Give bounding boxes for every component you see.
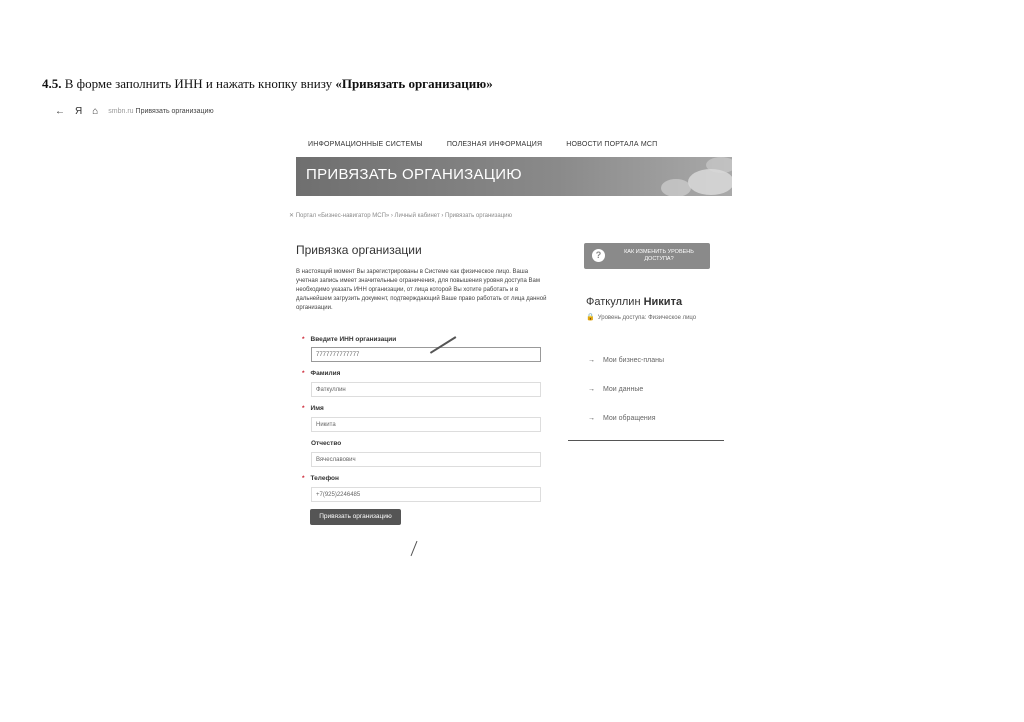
form-intro-text: В настоящий момент Вы зарегистрированы в Системе как физическое лицо. Ваша учетная запись имеет значительные ограничения, для повышения уровня доступа Вам необходимо указать ИНН организации, от лица которой Вы хотите работать и в дальнейшем загрузить документ, подтверждающий Ваше право работать от лица данной организации. <box>296 269 547 311</box>
menu-item-my-data[interactable]: → Мои данные <box>588 386 644 393</box>
arrow-right-icon: → <box>588 415 595 422</box>
lock-icon: 🔒 <box>586 314 595 321</box>
url-domain[interactable]: smbn.ru <box>108 108 134 115</box>
inn-input[interactable]: 7777777777777 <box>311 347 541 362</box>
nav-item-useful-info[interactable]: ПОЛЕЗНАЯ ИНФОРМАЦИЯ <box>446 141 543 148</box>
change-access-level-label: КАК ИЗМЕНИТЬ УРОВЕНЬ ДОСТУПА? <box>624 249 694 262</box>
page-banner <box>296 157 732 196</box>
breadcrumb-home-icon[interactable]: ✕ <box>289 213 296 219</box>
surname-label: * Фамилия <box>302 370 341 377</box>
browser-address-bar <box>55 106 214 117</box>
banner-cloud-decoration <box>688 169 732 195</box>
breadcrumb-path[interactable]: Портал «Бизнес-навигатор МСП» › Личный кабинет › Привязать организацию <box>295 213 513 219</box>
url-page-title[interactable]: Привязать организацию <box>135 108 214 115</box>
banner-cloud-decoration <box>661 179 691 196</box>
arrow-right-icon: → <box>588 386 595 393</box>
name-input[interactable]: Никита <box>311 417 541 432</box>
scan-artifact-mark <box>411 541 418 556</box>
step-text: В форме заполнить ИНН и нажать кнопку внизу <box>64 76 333 91</box>
name-label: * Имя <box>302 405 324 412</box>
banner-cloud-decoration <box>706 157 732 173</box>
step-number: 4.5. <box>42 76 62 91</box>
top-navigation <box>308 141 657 148</box>
required-mark: * <box>302 336 305 343</box>
access-level-text: Уровень доступа: Физическое лицо <box>597 315 697 321</box>
required-mark: * <box>302 370 305 377</box>
step-target: «Привязать организацию» <box>335 76 493 91</box>
link-organization-button[interactable]: Привязать организацию <box>310 509 401 525</box>
access-level <box>586 313 696 321</box>
breadcrumb <box>289 212 512 219</box>
step-heading <box>42 76 493 92</box>
phone-label: * Телефон <box>302 475 339 482</box>
nav-item-info-systems[interactable]: ИНФОРМАЦИОННЫЕ СИСТЕМЫ <box>308 141 423 148</box>
phone-input[interactable]: +7(925)2246485 <box>311 487 541 502</box>
banner-title: ПРИВЯЗАТЬ ОРГАНИЗАЦИЮ <box>306 166 522 183</box>
menu-item-my-requests[interactable]: → Мои обращения <box>588 415 656 422</box>
change-access-level-button[interactable] <box>584 243 710 269</box>
patronymic-label: Отчество <box>311 440 342 447</box>
nav-item-portal-news[interactable]: НОВОСТИ ПОРТАЛА МСП <box>566 141 658 148</box>
back-arrow-icon[interactable]: ← <box>55 106 65 117</box>
sidebar-divider <box>568 440 724 441</box>
form-title: Привязка организации <box>296 243 422 257</box>
browser-logo-icon: Я <box>75 106 83 117</box>
surname-input[interactable]: Фаткуллин <box>311 382 541 397</box>
question-icon: ? <box>592 249 605 262</box>
menu-item-business-plans[interactable]: → Мои бизнес-планы <box>588 357 665 364</box>
required-mark: * <box>302 475 305 482</box>
site-icon: ⌂ <box>92 106 99 117</box>
patronymic-input[interactable]: Вячеславович <box>311 452 541 467</box>
inn-label: * Введите ИНН организации <box>302 336 397 343</box>
arrow-right-icon: → <box>588 357 595 364</box>
required-mark: * <box>302 405 305 412</box>
user-surname: Фаткуллин <box>586 296 641 308</box>
user-firstname: Никита <box>643 296 683 308</box>
user-name <box>586 296 682 308</box>
